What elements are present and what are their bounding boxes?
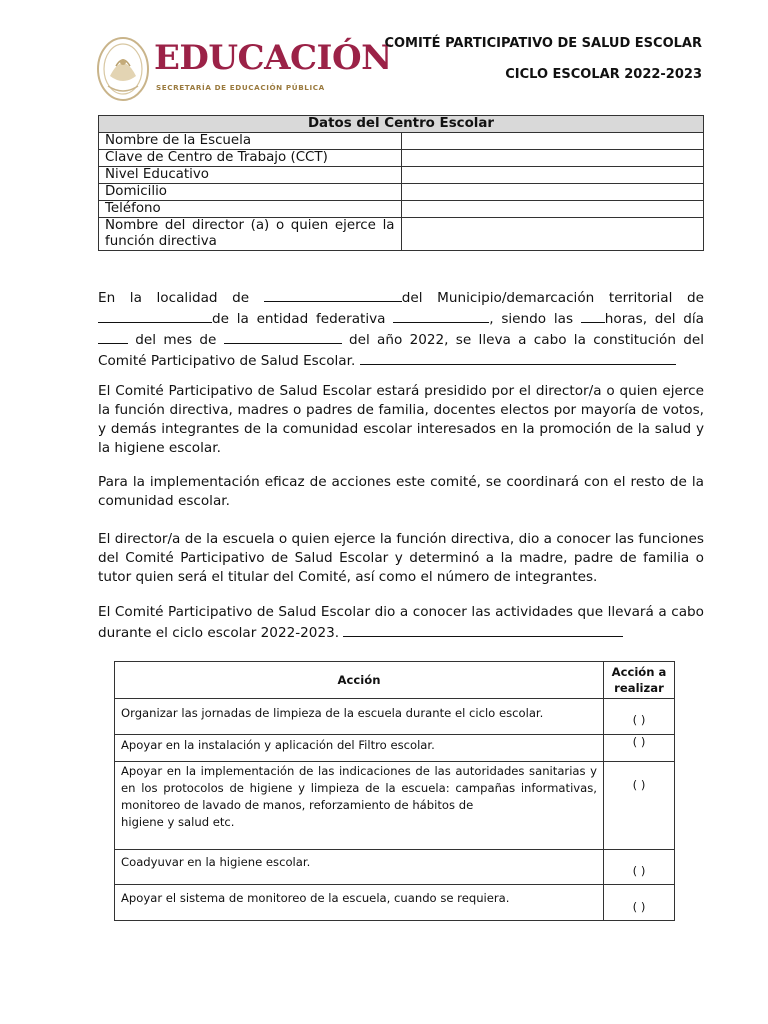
- cct-field[interactable]: [401, 150, 704, 167]
- logo-wordmark: EDUCACIÓN: [154, 38, 392, 78]
- action-checkbox[interactable]: ( ): [604, 699, 675, 735]
- coordination-paragraph: Para la implementación eficaz de acciones este comité, se coordinará con el resto de la comunidad escolar.: [98, 474, 704, 509]
- logo-subtitle: SECRETARÍA DE EDUCACIÓN PÚBLICA: [156, 83, 325, 92]
- education-level-field[interactable]: [401, 167, 704, 184]
- constitution-text: del Municipio/demarcación territorial de: [401, 290, 704, 306]
- todo-column-header: Acción a realizar: [604, 662, 675, 699]
- coat-of-arms-icon: [96, 36, 150, 102]
- address-label: Domicilio: [99, 184, 402, 201]
- month-blank[interactable]: [224, 329, 342, 344]
- day-blank[interactable]: [98, 329, 128, 344]
- activities-text: El Comité Participativo de Salud Escolar dio a conocer las actividades que llevará a cabo durante el ciclo escolar 2022-2023.: [98, 604, 704, 641]
- municipality-blank[interactable]: [98, 308, 212, 323]
- phone-label: Teléfono: [99, 201, 402, 218]
- action-row-text: [115, 762, 604, 850]
- activities-blank[interactable]: [343, 622, 623, 637]
- constitution-text: En la localidad de: [98, 290, 264, 306]
- action-checkbox[interactable]: ( ): [604, 885, 675, 921]
- action-row-text-part: higiene y salud etc.: [121, 815, 235, 829]
- constitution-paragraph: [98, 287, 704, 371]
- education-level-label: Nivel Educativo: [99, 167, 402, 184]
- locality-blank[interactable]: [264, 287, 402, 302]
- activities-paragraph: [98, 603, 704, 643]
- constitution-text: del mes de: [128, 332, 224, 348]
- constitution-end-blank[interactable]: [360, 350, 676, 365]
- director-label: Nombre del director (a) o quien ejerce la función directiva: [99, 218, 402, 251]
- address-field[interactable]: [401, 184, 704, 201]
- action-checkbox[interactable]: ( ): [604, 850, 675, 885]
- school-name-label: Nombre de la Escuela: [99, 133, 402, 150]
- state-blank[interactable]: [393, 308, 489, 323]
- school-cycle: CICLO ESCOLAR 2022-2023: [505, 67, 702, 82]
- constitution-text: de la entidad federativa: [212, 311, 394, 327]
- action-checkbox[interactable]: ( ): [604, 735, 675, 762]
- action-row-text: Organizar las jornadas de limpieza de la escuela durante el ciclo escolar.: [115, 699, 604, 735]
- action-row-text: Apoyar en la instalación y aplicación del Filtro escolar.: [115, 735, 604, 762]
- action-row-text: Apoyar el sistema de monitoreo de la escuela, cuando se requiera.: [115, 885, 604, 921]
- phone-field[interactable]: [401, 201, 704, 218]
- director-field[interactable]: [401, 218, 704, 251]
- action-row-text-part: Apoyar en la implementación de las indicaciones de las autoridades sanitarias y en los protocolos de higiene y limpieza de la escuela: campañas informativas, monitoreo de lavado de manos, reforzamiento de hábitos de: [121, 764, 597, 812]
- document-title: COMITÉ PARTICIPATIVO DE SALUD ESCOLAR: [384, 36, 702, 51]
- cct-label: Clave de Centro de Trabajo (CCT): [99, 150, 402, 167]
- school-data-table: [98, 115, 704, 251]
- school-table-heading: Datos del Centro Escolar: [99, 116, 704, 133]
- action-column-header: Acción: [115, 662, 604, 699]
- hours-blank[interactable]: [581, 308, 605, 323]
- committee-presided-paragraph: El Comité Participativo de Salud Escolar estará presidido por el director/a o quien ejerce la función directiva, madres o padres de familia, docentes electos por mayoría de votos, y demás integrantes de la comunidad escolar interesados en la promoción de la salud y la higiene escolar.: [98, 383, 704, 456]
- school-name-field[interactable]: [401, 133, 704, 150]
- constitution-text: horas, del día: [604, 311, 704, 327]
- actions-table: [114, 661, 675, 921]
- action-checkbox[interactable]: ( ): [604, 762, 675, 850]
- constitution-text: , siendo las: [489, 311, 581, 327]
- sep-logo: [96, 36, 392, 102]
- constitution-text: del año 2022, se lleva a cabo la constitución del Comité Participativo de Salud Escolar.: [98, 332, 705, 369]
- action-row-text: Coadyuvar en la higiene escolar.: [115, 850, 604, 885]
- director-functions-paragraph: El director/a de la escuela o quien ejerce la función directiva, dio a conocer las funciones del Comité Participativo de Salud Escolar y determinó a la madre, padre de familia o tutor quien será el titular del Comité, así como el número de integrantes.: [98, 531, 704, 585]
